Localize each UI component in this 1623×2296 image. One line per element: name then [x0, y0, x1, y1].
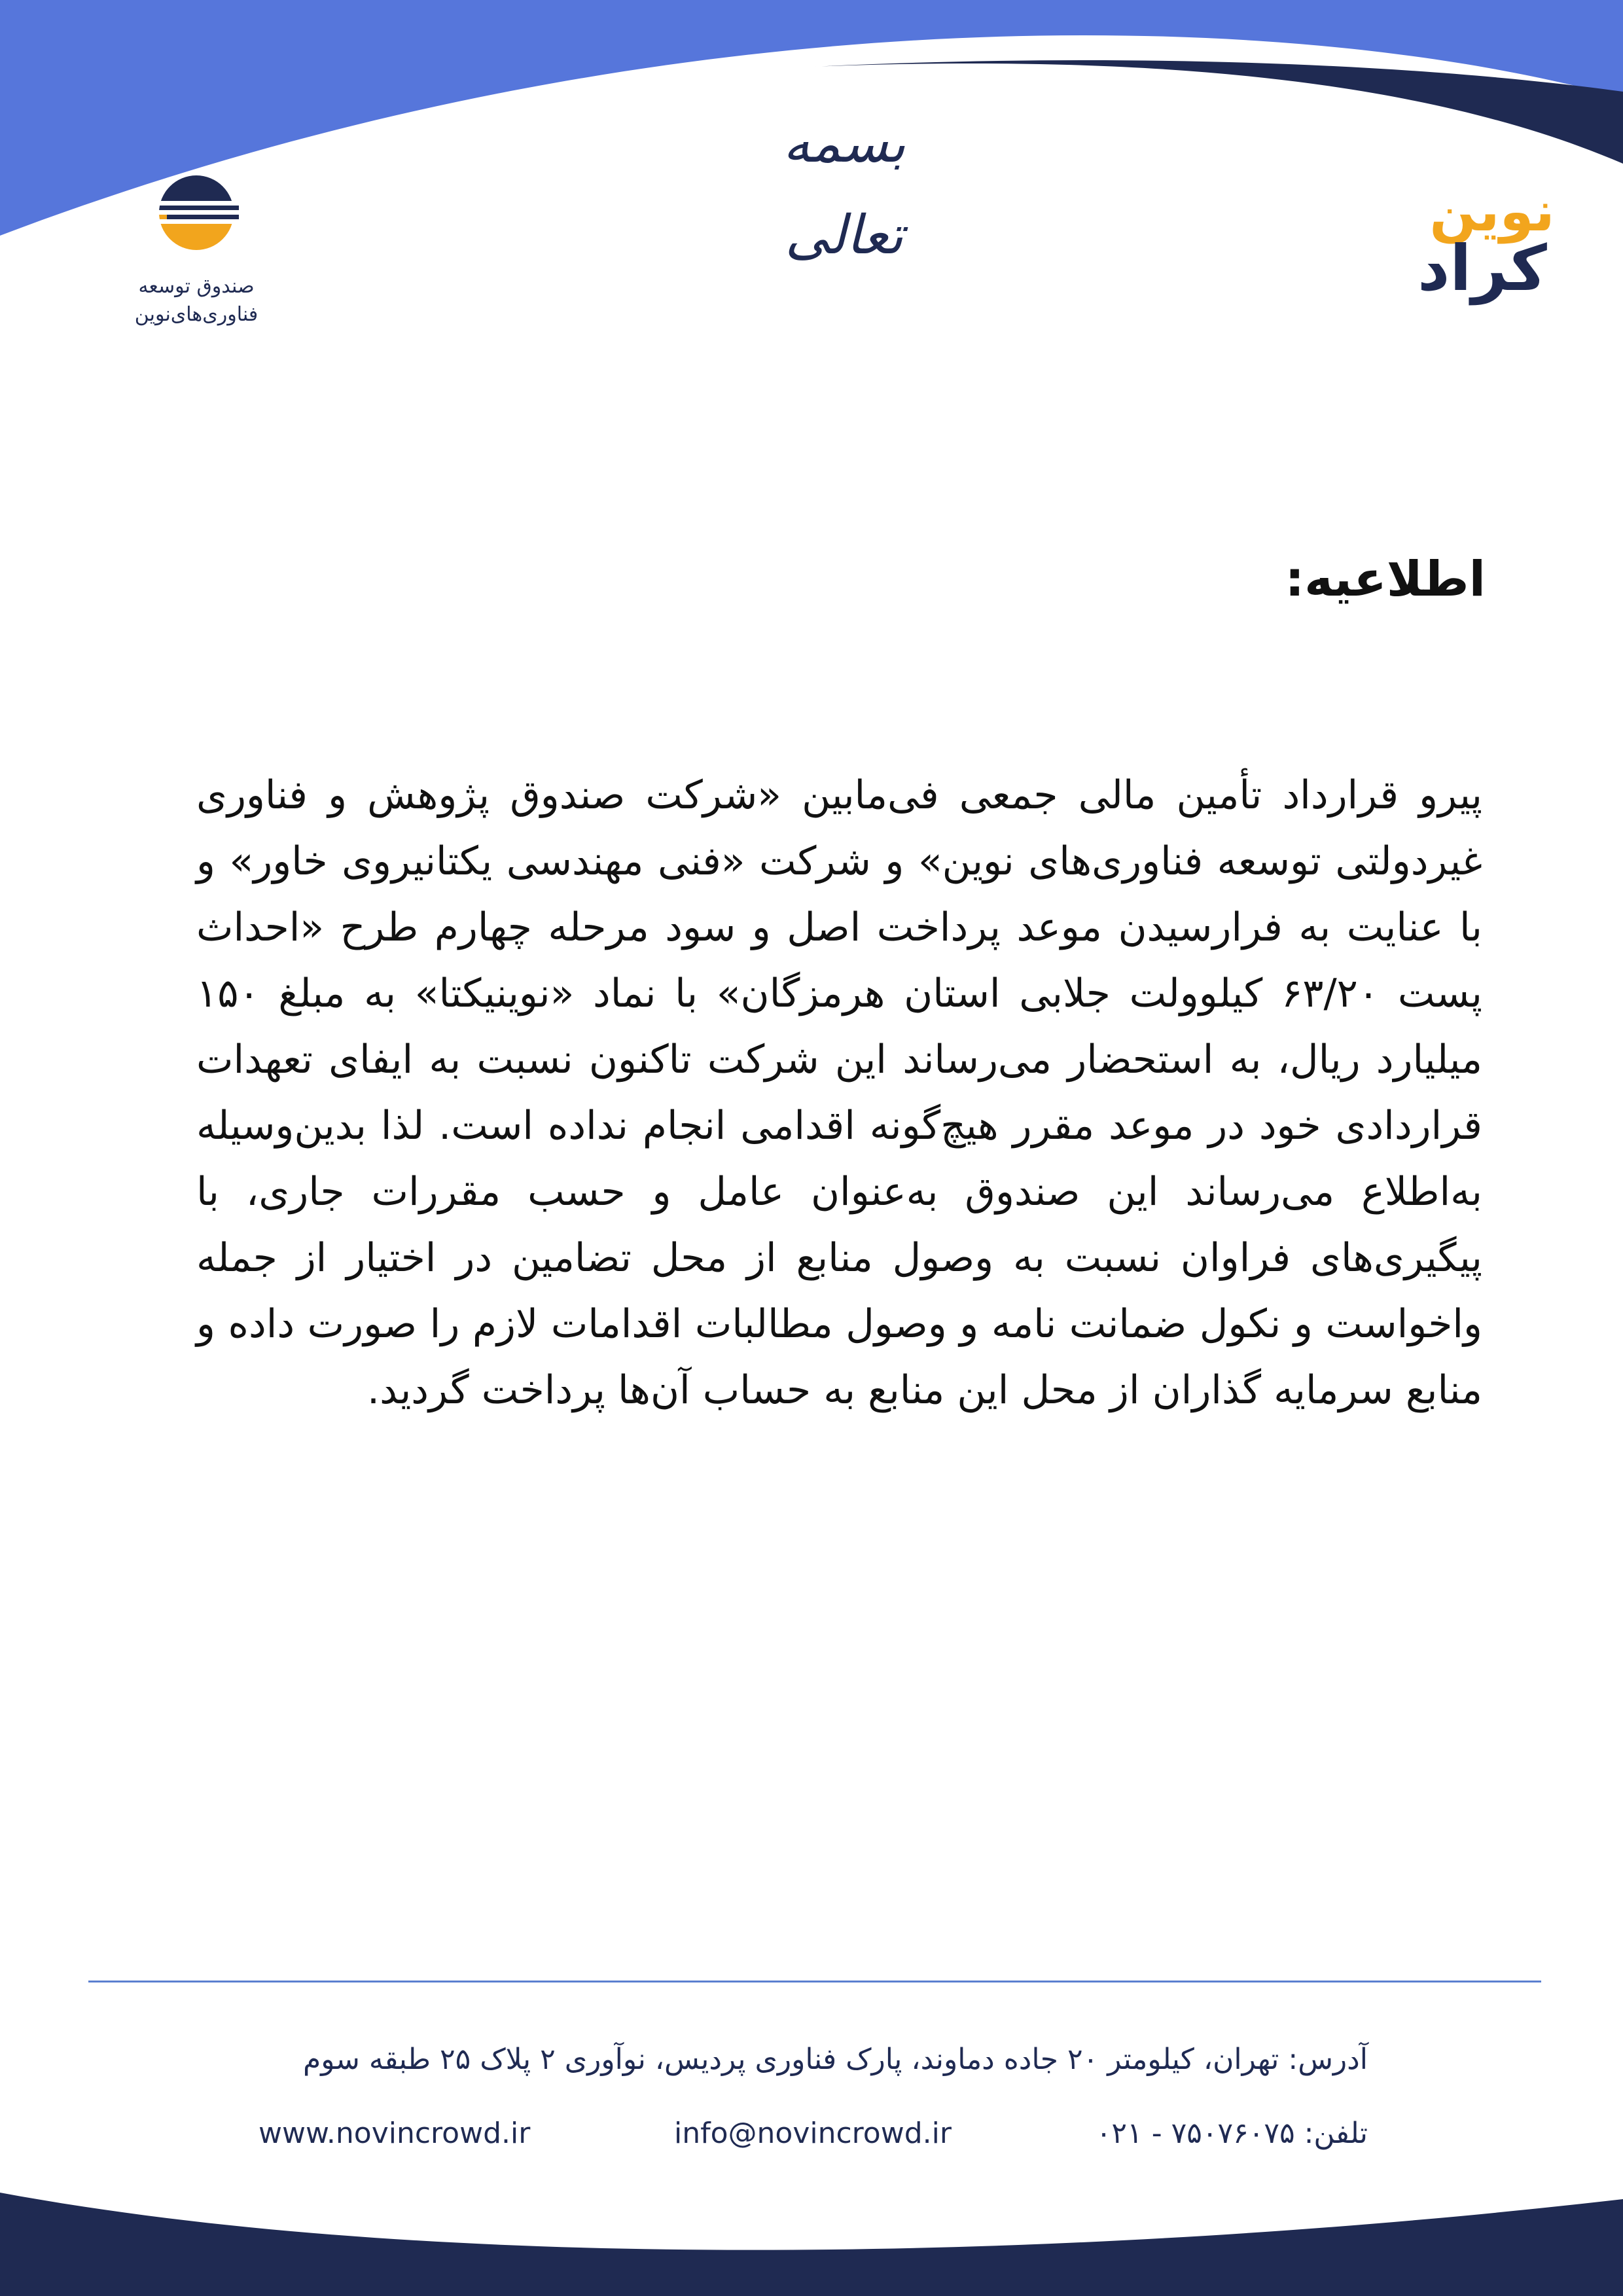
footer-website-link[interactable]: www.novincrowd.ir [259, 2117, 531, 2150]
footer-address: آدرس: تهران، کیلومتر ۲۰ جاده دماوند، پارک فناوری پردیس، نوآوری ۲ پلاک ۲۵ طبقه سوم [303, 2043, 1368, 2076]
fund-logo-line2: فناوری‌های‌نوین [134, 303, 259, 326]
bismillah-heading: بسمه تعالی [783, 113, 906, 266]
brand-logo-bottom-word: کراد [1418, 232, 1547, 305]
notice-body: پیرو قرارداد تأمین مالی جمعی فی‌مابین «شرکت صندوق پژوهش و فناوری غیردولتی توسعه فناوری‌های نوین» و شرکت «فنی مهندسی یکتانیروی خاور» و با عنایت به فرارسیدن موعد پرداخت اصل و سود مرحله چهارم طرح «احداث پست ۶۳/۲۰ کیلوولت جلابی استان هرمزگان» با نماد «نوینیکتا» به مبلغ ۱۵۰ میلیارد ریال، به استحضار می‌رساند این شرکت تاکنون نسبت به ایفای تعهدات قراردادی خود در موعد مقرر هیچ‌گونه اقدامی انجام نداده است. لذا بدین‌وسیله به‌اطلاع می‌رساند این صندوق به‌عنوان عامل و حسب مقررات جاری، با پیگیری‌های فراوان نسبت به وصول منابع از محل تضامین در اختیار از جمله واخواست و نکول ضمانت نامه و وصول مطالبات اقدامات لازم را صورت داده و منابع سرمایه گذاران از محل این منابع به حساب آن‌ها پرداخت گردید. [196, 772, 1483, 1413]
fund-logo [118, 167, 275, 337]
brand-logo-top-word: نوین [1429, 179, 1555, 243]
footer-divider [88, 1981, 1541, 1982]
notice-title: اطلاعیه: [1285, 551, 1486, 607]
novin-crowd-logo [1387, 180, 1571, 304]
fund-logo-emblem-icon [154, 167, 239, 259]
footer-email-link[interactable]: info@novincrowd.ir [674, 2117, 952, 2150]
footer-phone: تلفن: ۷۵۰۷۶۰۷۵ - ۰۲۱ [1096, 2117, 1368, 2150]
footer-wave-decoration [0, 2186, 1623, 2296]
fund-logo-line1: صندوق توسعه [138, 275, 255, 298]
